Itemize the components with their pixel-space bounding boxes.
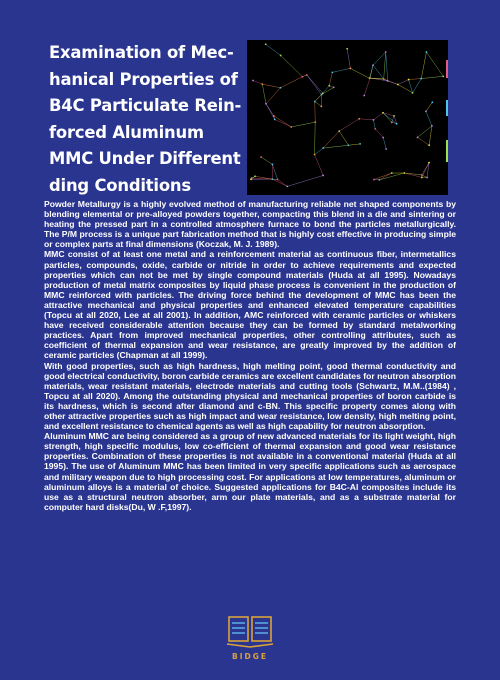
network-line [275, 119, 292, 127]
network-line [272, 164, 277, 179]
book-icon [222, 611, 278, 651]
network-line [386, 52, 388, 81]
network-node [333, 86, 335, 88]
title-line: B4C Particulate Rein- [49, 96, 242, 116]
network-line [278, 180, 288, 187]
network-node [431, 101, 433, 103]
network-line [287, 175, 323, 186]
network-node [265, 103, 267, 105]
network-node [338, 130, 340, 132]
article-body [44, 199, 456, 512]
network-line [272, 179, 287, 186]
title-line: ding Conditions [49, 175, 191, 195]
network-node [314, 121, 316, 123]
network-node [391, 121, 393, 123]
network-node [372, 64, 374, 66]
article-title [49, 40, 242, 200]
title-line: Examination of Mec- [49, 43, 234, 62]
network-line [323, 131, 339, 148]
network-line [413, 79, 422, 93]
network-line [373, 113, 383, 120]
title-line: hanical Properties of [49, 69, 238, 89]
network-line [359, 119, 373, 120]
network-node [391, 172, 393, 174]
network-line [307, 75, 322, 95]
network-node [412, 92, 414, 94]
body-paragraph: MMC consist of at least one metal and a reinforcement material as continuous fiber, intermetallics particles, compounds, oxide, carbide or nitride in order to achieve requirements and expected properties which can not be met by single compound materials (Huda at all 1995). Nowadays production of metal matrix composites by liquid phase process is convenient in the production of MMC reinforced with particles. The driving force behind the development of MMC has been the attractive mechanical and physical properties and enhanced elevated temperature capabilities (Topcu at all 2020, Lee at all 2001). In addition, AMC reinforced with ceramic particles or whiskers have received considerable attention because they can be formed by standard metalworking practices. Apart from improved mechanical properties, other controlling attributes, such as coefficient of thermal expansion and wear resistance, are greatly improved by the addition of ceramic particles (Chapman at all 1999). [44, 249, 456, 361]
network-line [373, 52, 386, 65]
logo-label: BIDGE [231, 652, 268, 661]
network-line [315, 155, 324, 176]
network-node [280, 55, 282, 57]
network-line [329, 72, 332, 85]
network-node [271, 178, 273, 180]
body-paragraph: Aluminum MMC are being considered as a group of new advanced materials for its light weight, high strength, high specific modulus, low co-efficient of thermal expansion and good wear resistance properties. Combination of these properties is not available in a conventional material (Huda at all 1995). The use of Aluminum MMC has been limited in very specific applications such as aerospace and military weapon due to high processing cost. For applications at low temperatures, aluminum or aluminum alloys is a material of choice. Suggested applications for B4C-Al composites include its use as a structural neutron absorber, arm our plate materials, and as a substrate material for computer hard disks(Du, W .F,1997). [44, 431, 456, 512]
network-node [421, 177, 423, 179]
network-line [421, 52, 426, 79]
network-node [359, 143, 361, 145]
network-line [373, 120, 375, 129]
network-line [364, 78, 370, 96]
network-line [339, 131, 348, 145]
title-line: MMC Under Different [49, 149, 241, 169]
network-node [403, 172, 405, 174]
network-node [428, 144, 430, 146]
network-node [274, 119, 276, 121]
network-node [251, 177, 253, 179]
network-node [331, 71, 333, 73]
network-node [374, 128, 376, 130]
network-node [431, 125, 433, 127]
network-node [385, 51, 387, 53]
network-node [428, 162, 430, 164]
edge-accent-bar [446, 140, 448, 162]
network-node [383, 78, 385, 80]
network-node [378, 179, 380, 181]
network-line [266, 88, 280, 104]
network-line [266, 44, 281, 55]
network-node [369, 77, 371, 79]
network-line [315, 122, 316, 154]
network-node [314, 101, 316, 103]
network-node [393, 115, 395, 117]
network-line [262, 84, 266, 104]
network-node [408, 79, 410, 81]
network-node [320, 105, 322, 107]
network-node [280, 87, 282, 89]
network-line [374, 173, 392, 180]
network-node [426, 51, 428, 53]
network-line [384, 52, 386, 79]
network-line [253, 80, 262, 84]
network-line [418, 137, 430, 145]
network-line [418, 126, 432, 137]
network-node [286, 186, 288, 188]
network-line [426, 52, 443, 76]
network-line [332, 68, 350, 72]
network-line [426, 102, 432, 111]
network-line [383, 137, 386, 148]
network-line [398, 80, 409, 85]
network-line [379, 173, 392, 180]
network-line [375, 129, 383, 138]
network-line [421, 76, 443, 78]
network-node [417, 136, 419, 138]
network-line [274, 116, 291, 127]
network-node [397, 84, 399, 86]
network-line [429, 126, 432, 145]
network-line [370, 65, 373, 78]
network-node [349, 67, 351, 69]
network-node [382, 137, 384, 139]
network-node [426, 177, 428, 179]
network-line [404, 173, 421, 175]
network-line [266, 104, 274, 116]
title-line: forced Aluminum [49, 122, 204, 142]
network-node [314, 154, 316, 156]
network-node [273, 115, 275, 117]
network-node [420, 78, 422, 80]
network-line [350, 68, 369, 78]
network-line [315, 148, 324, 154]
network-line [307, 75, 323, 93]
network-line [261, 157, 272, 164]
network-node [306, 74, 308, 76]
network-node [252, 80, 254, 82]
network-line [262, 84, 280, 88]
network-node [363, 95, 365, 97]
network-line [315, 102, 322, 107]
network-node [421, 174, 423, 176]
network-line [323, 145, 348, 148]
network-line [426, 111, 432, 126]
network-node [301, 76, 303, 78]
network-node [272, 164, 274, 166]
network-node [425, 110, 427, 112]
network-node [260, 156, 262, 158]
network-line [281, 55, 303, 76]
network-node [290, 126, 292, 128]
network-node [358, 118, 360, 120]
network-node [265, 43, 267, 45]
body-paragraph: With good properties, such as high hardness, high melting point, good thermal conductivity and good electrical conductivity, boron carbide ceramics are excellent candidates for neutron absorption materials, wear resistant materials, electrode materials and cutting tools (Schwartz, M.M..(1984) , Topcu at all 2020). Among the outstanding physical and mechanical properties of boron carbide is its hardness, which is second after diamond and c-BN. This specific property comes along with other attractive properties such as high impact and wear resistance, low density, high melting point, and excellent resistance to chemical agents as well as high capability for neutron absorption. [44, 360, 456, 432]
network-node [396, 123, 398, 125]
network-node [254, 175, 256, 177]
network-line [409, 79, 422, 80]
network-node [382, 112, 384, 114]
network-node [321, 94, 323, 96]
network-line [384, 79, 398, 84]
network-node [442, 75, 444, 77]
network-line [404, 173, 421, 177]
network-node [328, 85, 330, 87]
edge-accent-bar [446, 100, 448, 116]
network-node [348, 144, 350, 146]
network-lines [251, 44, 443, 186]
network-node [373, 179, 375, 181]
network-node [322, 147, 324, 149]
network-node [385, 148, 387, 150]
network-artwork-image [247, 40, 448, 195]
network-node [322, 92, 324, 94]
network-line [348, 144, 360, 145]
network-node [346, 48, 348, 50]
network-line [315, 95, 322, 102]
network-line [347, 49, 350, 69]
network-node [322, 175, 324, 177]
network-node [277, 179, 279, 181]
network-line [291, 122, 315, 127]
network-line [373, 65, 384, 79]
network-line [339, 119, 359, 131]
network-line [280, 77, 302, 88]
network-node [261, 83, 263, 85]
network-node [387, 80, 389, 82]
body-paragraph: Powder Metallurgy is a highly evolved method of manufacturing reliable net shaped components by blending elemental or pre-alloyed powders together, compacting this blend in a die and sintering or heating the pressed part in a controlled atmosphere furnace to bond the particles metallurgically. The P/M process is a unique part fabrication method that is highly cost effective in producing simple or complex parts at final dimensions (Koczak, M. J. 1989). [44, 199, 456, 250]
bidge-logo [222, 611, 278, 663]
network-node [373, 119, 375, 121]
edge-accent-bar [446, 60, 448, 78]
